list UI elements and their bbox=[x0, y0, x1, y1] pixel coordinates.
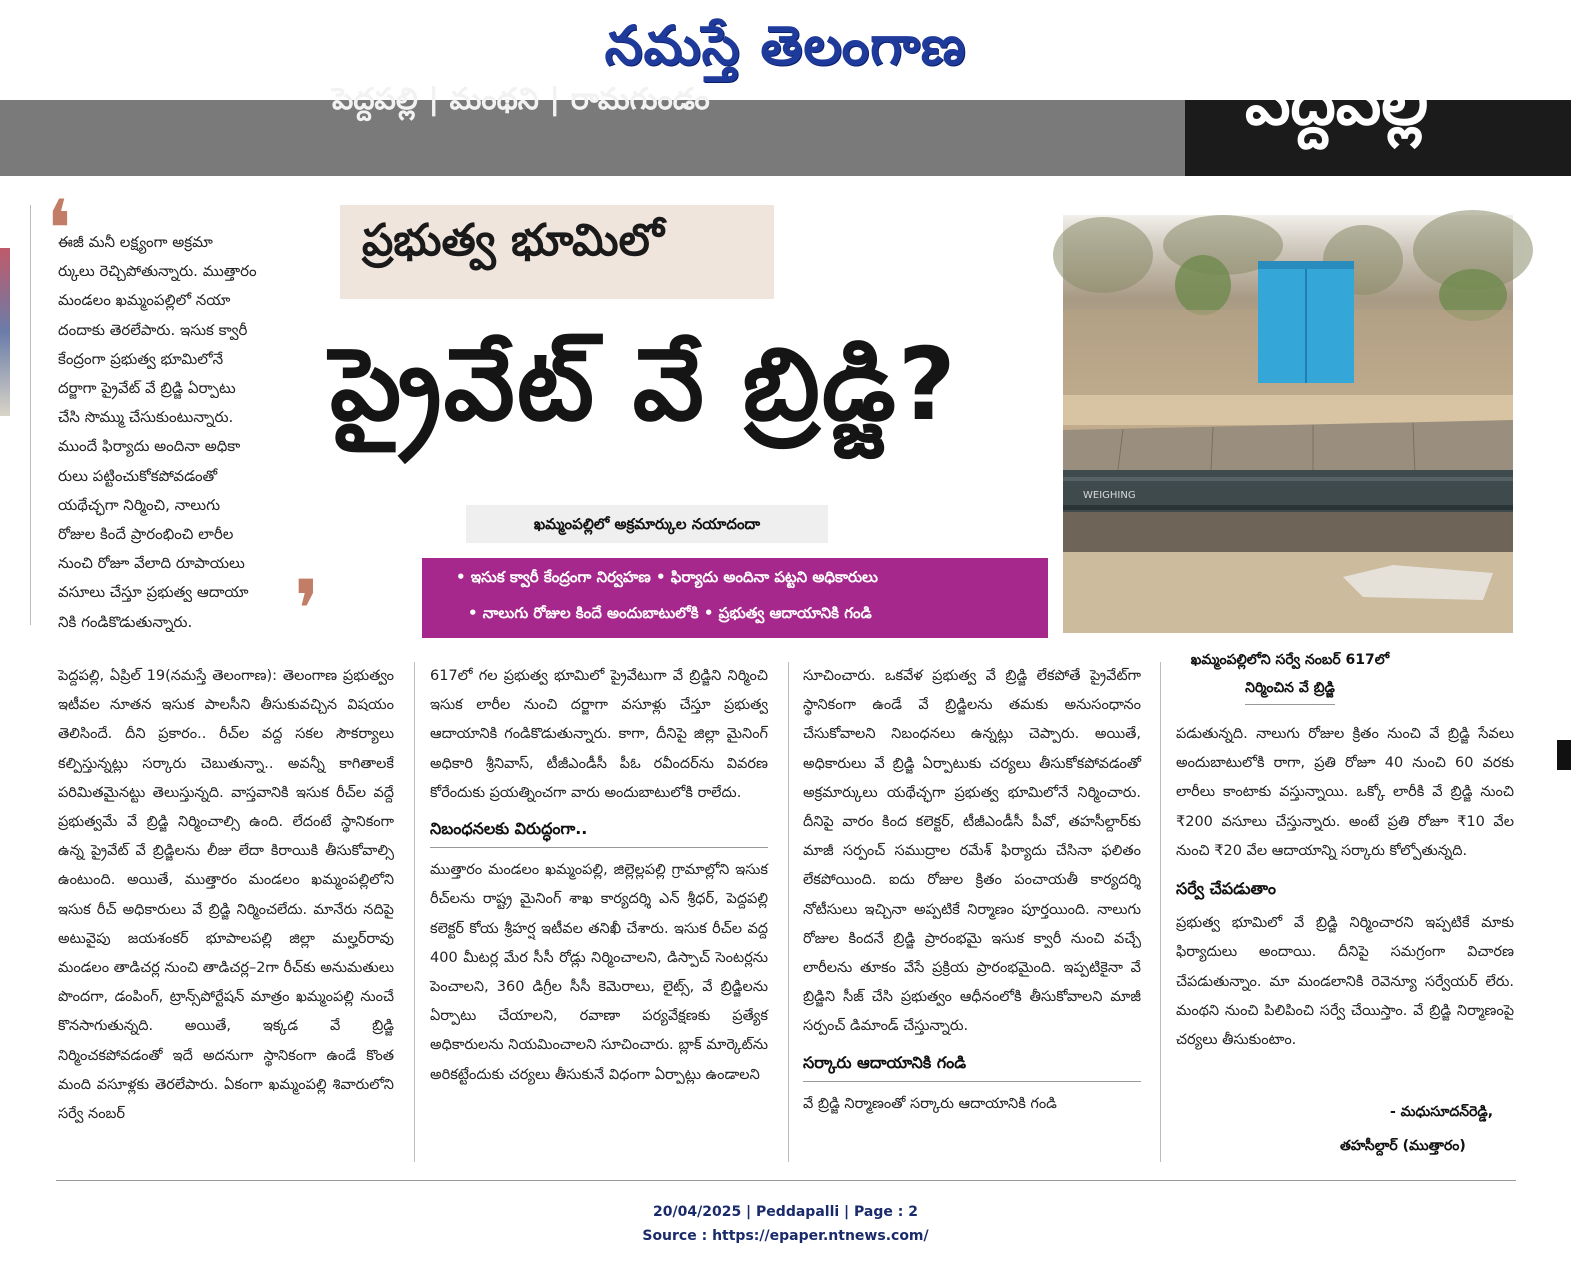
paragraph: సూచించారు. ఒకవేళ ప్రభుత్వ వే బ్రిడ్జి లేకపోతే ప్రైవేట్‌గా స్థానికంగా ఉండే వే బ్రిడ్జిలను తమకు అనుసంధానం చేసుకోవాలని నిబంధనలు ఉన్నట్లు చెప్పారు. అయితే, అధికారులు వే బ్రిడ్జి ఏర్పాటుకు చర్యలు తీసుకోకపోవడంతో అక్రమార్కులు యథేచ్ఛగా ప్రభుత్వ భూమిలోనే నిర్మించారు. దీనిపై వారం కింద కలెక్టర్, టీజీఎండీసీ పీవో, తహసీల్దార్‌కు మాజీ సర్పంచ్ సముద్రాల రమేశ్ ఫిర్యాదు చేసినా ఫలితం లేకపోయింది. ఐదు రోజుల క్రితం పంచాయతీ కార్యదర్శి నోటీసులు ఇచ్చినా అప్పటికే నిర్మాణం పూర్తయింది. నాలుగు రోజుల కిందనే బ్రిడ్జి ప్రారంభమై ఇసుక క్వారీ నుంచి వచ్చే లారీలను తూకం వేసే ప్రక్రియ ప్రారంభమైంది. ఇప్పటికైనా వే బ్రిడ్జిని సీజ్ చేసి ప్రభుత్వం ఆధీనంలోకి తీసుకోవాలని మాజీ సర్పంచ్ డిమాండ్ చేస్తున్నారు. bbox=[803, 668, 1141, 1035]
article-column-4 bbox=[1176, 720, 1514, 1055]
pull-quote-line: మండలం ఖమ్మంపల్లిలో నయా bbox=[58, 291, 231, 310]
right-neighbor-strip bbox=[1557, 740, 1571, 1190]
page-bottom-rule bbox=[56, 1180, 1516, 1181]
section-places: పెద్దపల్లి | మంథని | రామగుండం bbox=[332, 82, 710, 117]
article-column-1 bbox=[58, 662, 394, 1129]
highlight-line: • ఇసుక క్వారీ కేంద్రంగా నిర్వహణ • ఫిర్యాదు అందినా పట్టని అధికారులు bbox=[456, 568, 878, 586]
section-name: పెద్దపల్లి bbox=[1245, 66, 1429, 140]
page-footer bbox=[0, 1200, 1571, 1248]
caption-line: నిర్మించిన వే బ్రిడ్జి bbox=[1245, 674, 1335, 705]
neighbor-heading-bar bbox=[1557, 740, 1571, 770]
highlight-line: • నాలుగు రోజుల కిందే అందుబాటులోకి • ప్రభుత్వ ఆదాయానికి గండి bbox=[468, 604, 872, 622]
pull-quote-line: దందాకు తెరలేపారు. ఇసుక క్వారీ bbox=[58, 320, 248, 339]
weighbridge-photo bbox=[1063, 215, 1513, 633]
footer-source-link[interactable]: Source : https://epaper.ntnews.com/ bbox=[642, 1228, 929, 1244]
kicker-text: ప్రభుత్వ భూమిలో bbox=[362, 215, 664, 266]
left-neighbor-strip bbox=[0, 200, 14, 1190]
pull-quote-line: ర్కులు రెచ్చిపోతున్నారు. ముత్తారం bbox=[58, 262, 257, 281]
pull-quote-line: కేంద్రంగా ప్రభుత్వ భూమిలోనే bbox=[58, 349, 224, 368]
footer-edition-line: 20/04/2025 | Peddapalli | Page : 2 bbox=[653, 1204, 918, 1220]
pull-quote-line: దర్జాగా ప్రైవేట్ వే బ్రిడ్జి ఏర్పాటు bbox=[58, 379, 236, 398]
pull-quote-line: ముందే ఫిర్యాదు అందినా అధికా bbox=[58, 437, 241, 456]
pull-quote-line: యథేచ్ఛగా నిర్మించి, నాలుగు bbox=[58, 495, 221, 514]
pull-quote-line: రులు పట్టించుకోకపోవడంతో bbox=[58, 466, 218, 485]
paragraph: 617లో గల ప్రభుత్వ భూమిలో ప్రైవేటుగా వే బ్రిడ్జిని నిర్మించి ఇసుక లారీల నుంచి దర్జాగా వసూళ్లు చేస్తూ ప్రభుత్వ ఆదాయానికి గండికొడుతున్నారు. కాగా, దీనిపై జిల్లా మైనింగ్ అధికారి శ్రీనివాస్, టీజీఎండీసీ పీఓ రవీందర్‌ను వివరణ కోరేందుకు ప్రయత్నించగా వారు అందుబాటులోకి రాలేదు. bbox=[430, 668, 768, 801]
quote-close-icon: ❜ bbox=[294, 563, 320, 656]
column-divider bbox=[1160, 662, 1161, 1162]
main-headline: ప్రైవేట్ వే బ్రిడ్జి? bbox=[330, 326, 958, 443]
pull-quote-line: రోజుల కిందే ప్రారంభించి లారీల bbox=[58, 525, 234, 544]
section-band bbox=[0, 66, 1571, 176]
section-block bbox=[1185, 66, 1571, 176]
caption-line: ఖమ్మంపల్లిలోని సర్వే నంబర్ 617లో bbox=[1190, 652, 1390, 668]
neighbor-photo-fragment bbox=[0, 248, 10, 416]
subheading: నిబంధనలకు విరుద్ధంగా.. bbox=[430, 814, 768, 848]
pull-quote-line: ఈజీ మనీ లక్ష్యంగా అక్రమా bbox=[58, 233, 213, 251]
blue-cabin-shape bbox=[1258, 261, 1354, 383]
pull-quote bbox=[58, 228, 302, 637]
headline-kicker bbox=[340, 205, 774, 299]
paragraph: ముత్తారం మండలం ఖమ్మంపల్లి, జిల్లెల్లపల్లి గ్రామాల్లోని ఇసుక రీచ్‌లను రాష్ట్ర మైనింగ్ శాఖ కార్యదర్శి ఎన్ శ్రీధర్, పెద్దపల్లి కలెక్టర్ కోయ శ్రీహర్ష ఇటీవల తనిఖీ చేశారు. ఇసుక రీచ్‌ల వద్ద 400 మీటర్ల మేర సీసీ రోడ్లు నిర్మించాలని, డిస్పాచ్ సెంటర్లను పెంచాలని, 360 డిగ్రీల సీసీ కెమెరాలు, లైట్స్, వే బ్రిడ్జిలను ఏర్పాటు చేయాలని, రవాణా పర్యవేక్షణకు ప్రత్యేక అధికారులను నియమించాలని సూచించారు. బ్లాక్ మార్కెట్‌ను అరికట్టేందుకు చర్యలు తీసుకునే విధంగా ఏర్పాట్లు ఉండాలని bbox=[430, 862, 768, 1083]
column-divider bbox=[30, 205, 31, 625]
paragraph: పెద్దపల్లి, ఏప్రిల్ 19(నమస్తే తెలంగాణ): తెలంగాణ ప్రభుత్వం ఇటీవల నూతన ఇసుక పాలసీని తీసుకువచ్చిన విషయం తెలిసిందే. దీని ప్రకారం.. రీచ్‌ల వద్ద సకల సౌకర్యాలు కల్పిస్తున్నట్లు సర్కారు చెబుతున్నా.. అవన్నీ కాగితాలకే పరిమితమైనట్టు తెలుస్తున్నది. వాస్తవానికి ఇసుక రీచ్‌ల వద్దే ప్రభుత్వమే వే బ్రిడ్జి నిర్మించాల్సి ఉంది. లేదంటే స్థానికంగా ఉన్న ప్రైవేట్ వే బ్రిడ్జిలను లీజు లేదా కిరాయికి తీసుకోవాల్సి ఉంటుంది. అయితే, ముత్తారం మండలం ఖమ్మంపల్లిలోని ఇసుక రీచ్ అధికారులు వే బ్రిడ్జి నిర్మించలేదు. మానేరు నదిపై అటువైపు జయశంకర్ భూపాలపల్లి జిల్లా మల్హర్‌రావు మండలం తాడిచర్ల నుంచి తాడిచర్ల–2గా రీచ్‌కు అనుమతులు పొందగా, డంపింగ్, ట్రాన్స్‌పోర్టేషన్ మాత్రం ఖమ్మంపల్లి నుంచే కొనసాగుతున్నది. అయితే, ఇక్కడ వే బ్రిడ్జి నిర్మించకపోవడంతో ఇదే అదనుగా స్థానికంగా ఉండే కొంత మంది వసూళ్లకు తెరలేపారు. ఏకంగా ఖమ్మంపల్లి శివారులోని సర్వే నంబర్ bbox=[58, 668, 394, 1123]
quote-open-icon: ❛ bbox=[46, 183, 72, 276]
bridge-brand-label: WEIGHING bbox=[1083, 490, 1136, 501]
column-divider bbox=[788, 662, 789, 1162]
pull-quote-line: వసూలు చేస్తూ ప్రభుత్వ ఆదాయా bbox=[58, 583, 249, 602]
article-column-3 bbox=[803, 662, 1141, 1119]
article-column-2 bbox=[430, 662, 768, 1090]
subheading: సర్కారు ఆదాయానికి గండి bbox=[803, 1048, 1141, 1082]
highlights-box bbox=[422, 558, 1048, 638]
newspaper-logo: నమస్తే తెలంగాణ bbox=[604, 13, 967, 77]
sub-deck: ఖమ్మంపల్లిలో అక్రమార్కుల నయాదందా bbox=[466, 505, 828, 543]
photo-illustration bbox=[1063, 215, 1513, 633]
quote-attribution-name: - మధుసూదన్‌రెడ్డి, bbox=[1390, 1104, 1494, 1120]
quote-attribution-title: తహసీల్దార్ (ముత్తారం) bbox=[1340, 1138, 1466, 1154]
subheading: సర్వే చేపడుతాం bbox=[1176, 879, 1276, 899]
pull-quote-line: చేసి సొమ్ము చేసుకుంటున్నారు. bbox=[58, 408, 234, 427]
pull-quote-line: నుంచి రోజూ వేలాది రూపాయలు bbox=[58, 554, 245, 573]
paragraph: పడుతున్నది. నాలుగు రోజుల క్రితం నుంచి వే బ్రిడ్జి సేవలు అందుబాటులోకి రాగా, ప్రతి రోజూ 40 నుంచి 60 వరకు లారీలు కాంటాకు వస్తున్నాయి. ఒక్కో లారీకి వే బ్రిడ్జి నుంచి ₹200 వసూలు చేస్తున్నారు. అంటే ప్రతి రోజూ ₹10 వేల నుంచి ₹20 వేల ఆదాయాన్ని సర్కారు కోల్పోతున్నది. bbox=[1176, 726, 1514, 859]
pull-quote-line: నికి గండికొడుతున్నారు. bbox=[58, 612, 193, 631]
paragraph: వే బ్రిడ్జి నిర్మాణంతో సర్కారు ఆదాయానికి గండి bbox=[803, 1095, 1057, 1112]
column-divider bbox=[414, 662, 415, 1162]
paragraph: ప్రభుత్వ భూమిలో వే బ్రిడ్జి నిర్మించారని ఇప్పటికే మాకు ఫిర్యాదులు అందాయి. దీనిపై సమగ్రంగా విచారణ చేపడుతున్నాం. మా మండలానికి రెవెన్యూ సర్వేయర్ లేరు. మంథని నుంచి పిలిపించి సర్వే చేయిస్తాం. వే బ్రిడ్జి నిర్మాణంపై చర్యలు తీసుకుంటాం. bbox=[1176, 915, 1514, 1049]
photo-caption bbox=[1130, 646, 1450, 705]
